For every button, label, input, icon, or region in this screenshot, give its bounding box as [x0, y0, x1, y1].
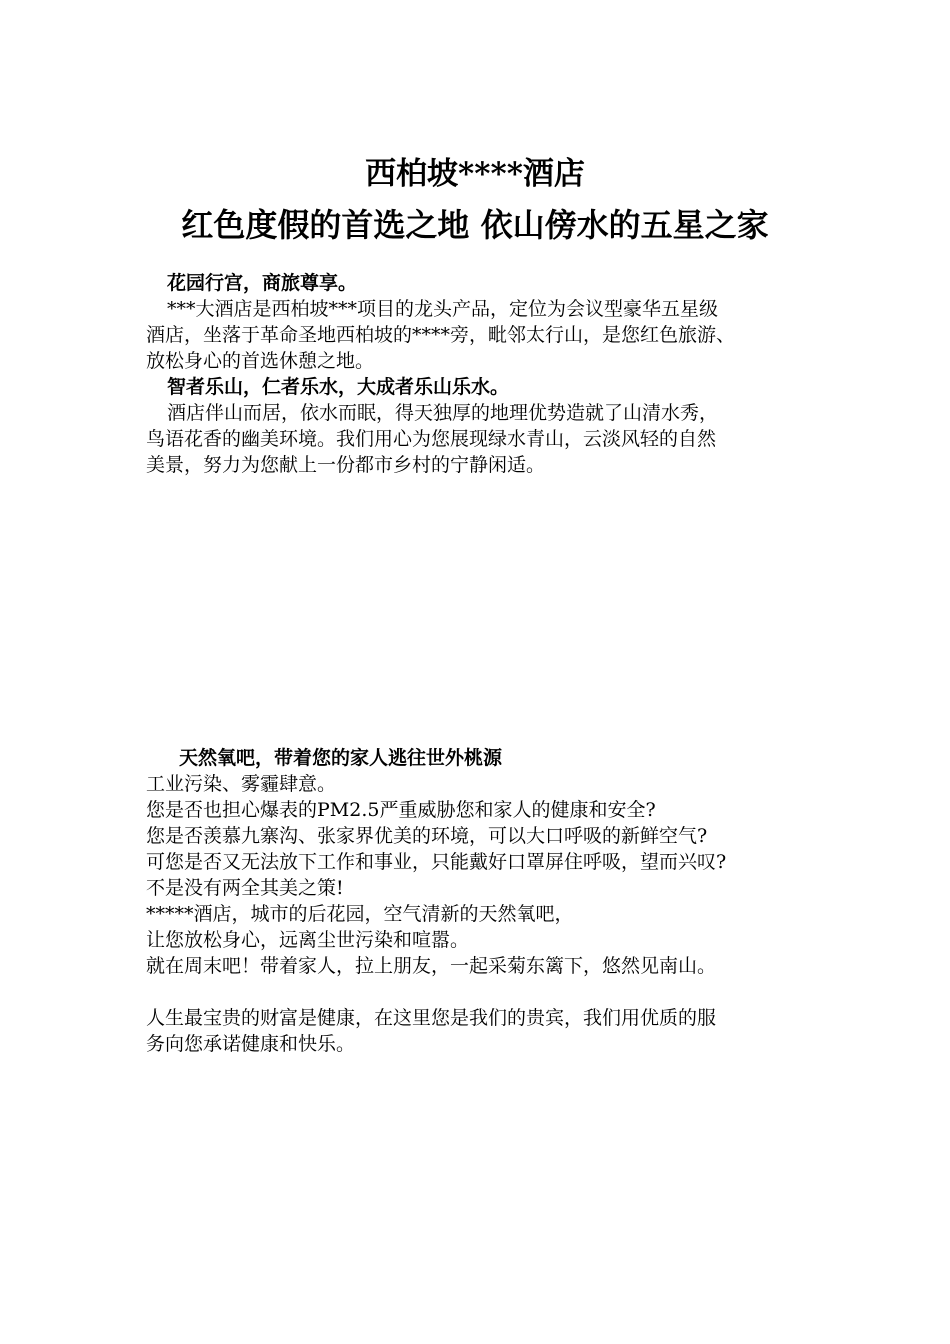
paragraph-line: *****酒店，城市的后花园，空气清新的天然氧吧，	[146, 903, 574, 925]
paragraph-line: 美景，努力为您献上一份都市乡村的宁静闲适。	[146, 454, 546, 476]
paragraph-line: 就在周末吧！带着家人，拉上朋友，一起采菊东篱下，悠然见南山。	[146, 955, 717, 977]
paragraph-line: 您是否也担心爆表的PM2.5严重威胁您和家人的健康和安全?	[146, 799, 656, 821]
paragraph-line: 不是没有两全其美之策!	[146, 877, 344, 899]
closing-line: 务向您承诺健康和快乐。	[146, 1033, 356, 1055]
section-heading-garden: 花园行宫，商旅尊享。	[167, 272, 358, 294]
paragraph-gap	[146, 979, 826, 1005]
paragraph-line: 您是否羡慕九寨沟、张家界优美的环境，可以大口呼吸的新鲜空气?	[146, 825, 708, 847]
intro-section	[146, 270, 826, 478]
oxygen-section	[146, 745, 826, 1057]
section-heading-oxygen: 天然氧吧，带着您的家人逃往世外桃源	[179, 747, 503, 769]
section-heading-mountain-water: 智者乐山，仁者乐水，大成者乐山乐水。	[167, 376, 510, 398]
document-title: 西柏坡****酒店	[365, 156, 585, 192]
paragraph-line: 鸟语花香的幽美环境。我们用心为您展现绿水青山，云淡风轻的自然	[146, 428, 717, 450]
paragraph-line: 可您是否又无法放下工作和事业，只能戴好口罩屏住呼吸，望而兴叹?	[146, 851, 727, 873]
paragraph-line: 放松身心的首选休憩之地。	[146, 350, 375, 372]
paragraph-line: 酒店伴山而居，依水而眠，得天独厚的地理优势造就了山清水秀，	[167, 402, 719, 424]
document-subtitle: 红色度假的首选之地 依山傍水的五星之家	[181, 206, 769, 244]
paragraph-line: 酒店，坐落于革命圣地西柏坡的****旁，毗邻太行山，是您红色旅游、	[146, 324, 736, 346]
paragraph-line: 让您放松身心，远离尘世污染和喧嚣。	[146, 929, 470, 951]
paragraph-line: ***大酒店是西柏坡***项目的龙头产品，定位为会议型豪华五星级	[167, 298, 719, 320]
closing-line: 人生最宝贵的财富是健康，在这里您是我们的贵宾，我们用优质的服	[146, 1007, 717, 1029]
paragraph-line: 工业污染、雾霾肆意。	[146, 773, 337, 795]
